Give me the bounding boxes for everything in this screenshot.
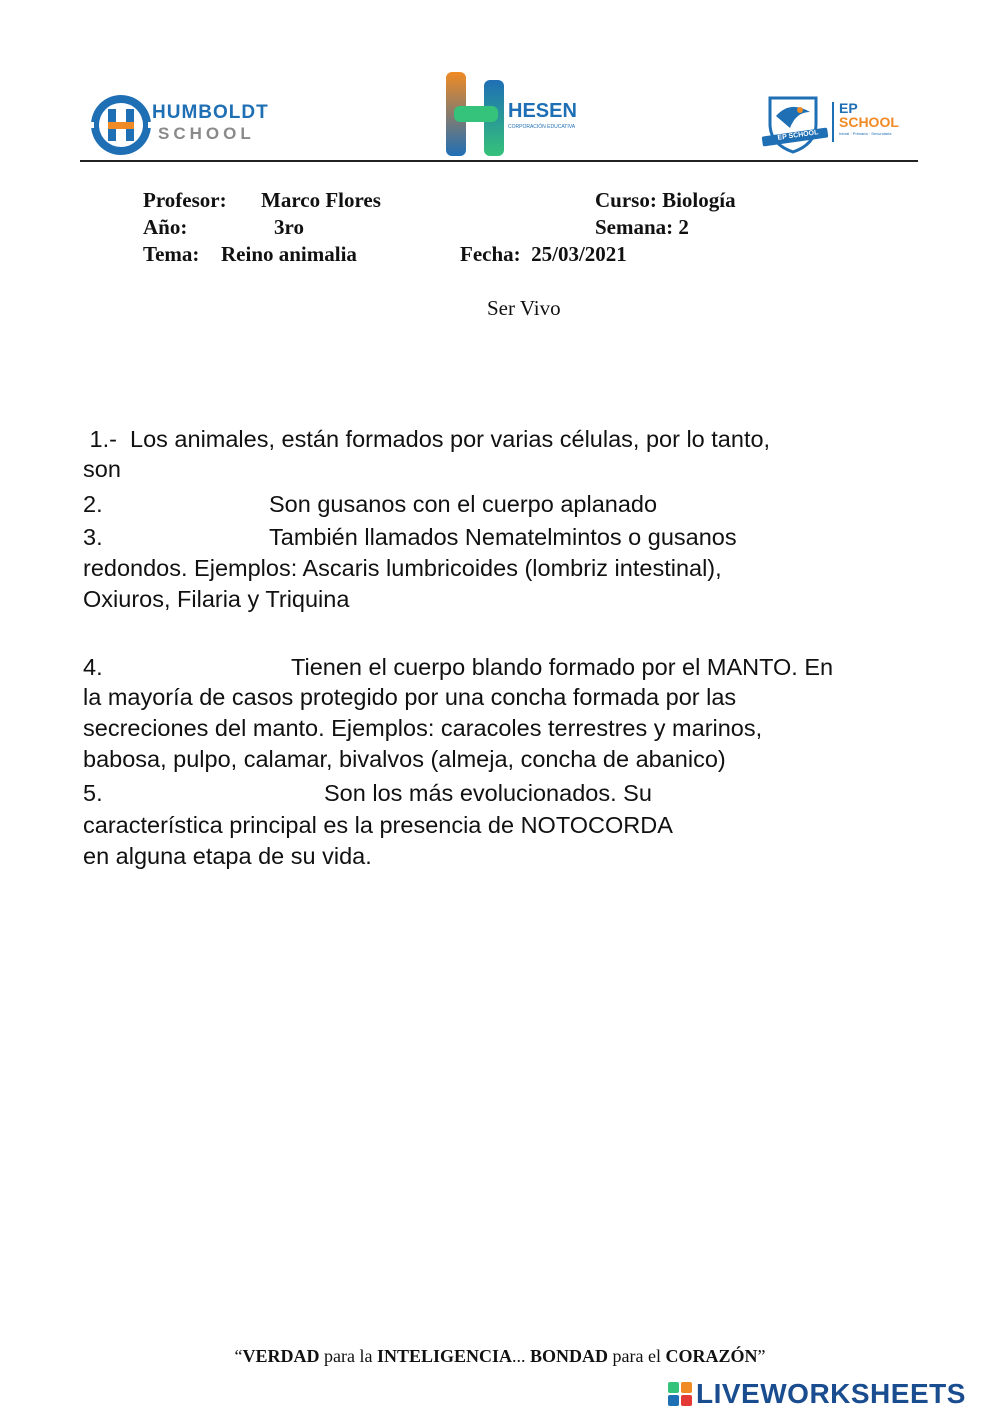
hesen-logo	[444, 72, 594, 160]
item-3-text: También llamados Nematelmintos o gusanos	[269, 524, 737, 550]
hesen-h-icon	[444, 72, 508, 158]
ep-school-logo	[760, 94, 920, 156]
item-2-text: Son gusanos con el cuerpo aplanado	[269, 491, 658, 517]
item-1-line-b: son	[83, 456, 121, 482]
item-4-text: Tienen el cuerpo blando formado por el MANTO. En	[291, 654, 834, 680]
item-5-text: Son los más evolucionados. Su	[324, 780, 652, 806]
hesen-logo-name: HESEN	[508, 100, 577, 122]
fecha: Fecha: 25/03/2021	[460, 242, 627, 266]
item-1-line-a: 1.- Los animales, están formados por varias células, por lo tanto,	[83, 426, 771, 452]
curso: Curso: Biología	[595, 188, 736, 212]
ep-badge-text: EP SCHOOL	[777, 129, 819, 142]
header-divider	[80, 160, 918, 162]
item-4-line-b: la mayoría de casos protegido por una concha formada por las	[83, 684, 737, 710]
item-5-line-c: en alguna etapa de su vida.	[83, 843, 372, 869]
humboldt-emblem-icon	[88, 92, 154, 158]
hesen-logo-tagline: CORPORACIÓN EDUCATIVA	[508, 124, 576, 130]
tema-value: Reino animalia	[221, 242, 357, 266]
semana: Semana: 2	[595, 215, 689, 239]
profesor-value: Marco Flores	[261, 188, 381, 212]
item-4-line-d: babosa, pulpo, calamar, bivalvos (almeja, concha de abanico)	[83, 746, 726, 772]
humboldt-school-logo	[88, 92, 268, 158]
humboldt-logo-line2: SCHOOL	[158, 124, 255, 143]
item-2-number: 2.	[83, 491, 103, 517]
page-title: Ser Vivo	[487, 296, 561, 320]
ep-logo-line1: EP	[839, 100, 858, 116]
ep-shield-icon	[760, 94, 830, 154]
tema-label: Tema:	[143, 242, 200, 266]
profesor-label: Profesor:	[143, 188, 227, 212]
ep-logo-line2: SCHOOL	[839, 114, 899, 130]
item-5-line-b: característica principal es la presencia de NOTOCORDA	[83, 812, 673, 838]
item-4-number: 4.	[83, 654, 103, 680]
school-motto: “VERDAD para la INTELIGENCIA... BONDAD para el CORAZÓN”	[234, 1346, 766, 1366]
item-4-line-c: secreciones del manto. Ejemplos: caracoles terrestres y marinos,	[83, 715, 763, 741]
anio-value: 3ro	[274, 215, 304, 239]
anio-label: Año:	[143, 215, 188, 239]
humboldt-logo-line1: HUMBOLDT	[152, 102, 269, 123]
liveworksheets-logo-icon	[668, 1382, 692, 1406]
item-3-line-c: Oxiuros, Filaria y Triquina	[83, 586, 350, 612]
liveworksheets-watermark: LIVEWORKSHEETS	[696, 1378, 966, 1409]
ep-logo-tagline: Inicial · Primaria · Secundaria	[839, 131, 892, 136]
item-3-number: 3.	[83, 524, 103, 550]
item-5-number: 5.	[83, 780, 103, 806]
item-3-line-b: redondos. Ejemplos: Ascaris lumbricoides (lombriz intestinal),	[83, 555, 722, 581]
